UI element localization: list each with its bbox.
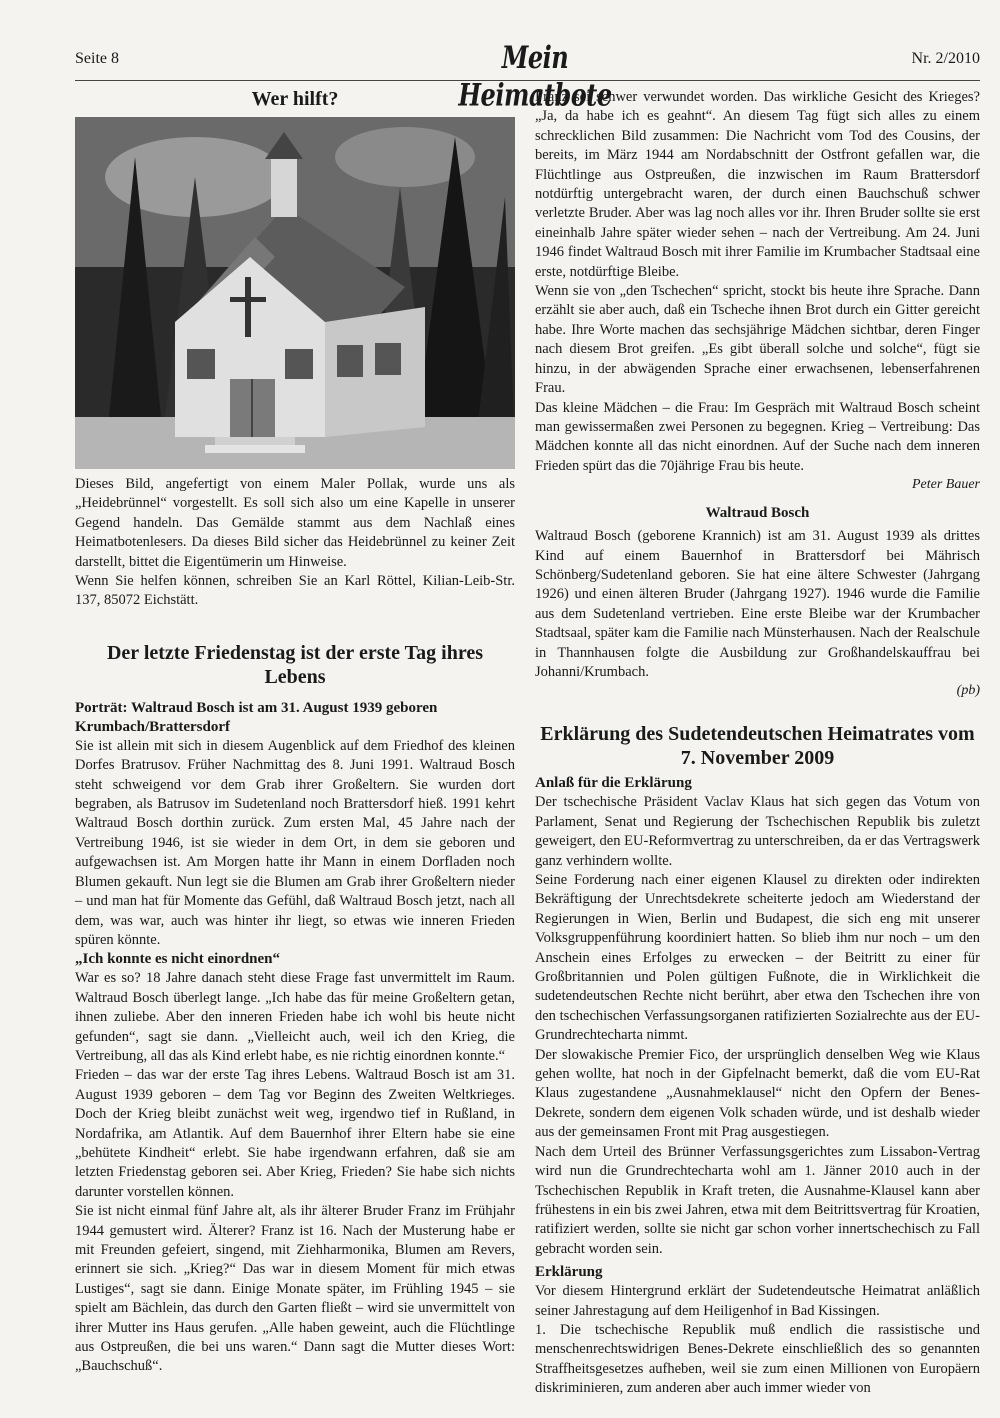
chapel-painting-image — [75, 117, 515, 469]
declaration-paragraph: Nach dem Urteil des Brünner Verfassungsgerichtes zum Lissabon-Vertrag wird nun die Grundrechtecharta wohl am 1. Jänner 2010 auch in der Tschechischen Republik in Kraft treten, die Ausnahme-Klausel kann aber frühestens in ein bis zwei Jahren, etwa mit dem Beitrittsvertrag für Kroatien, ratifiziert werden, sollte sie nicht gar schon vorher innertschechisch zu Fall gebracht worden sein. — [535, 1143, 980, 1257]
declaration-title: Erklärung des Sudetendeutschen Heimatrates vom 7. November 2009 — [540, 723, 975, 770]
article-location: Krumbach/Brattersdorf — [75, 718, 230, 735]
chapel-painting-icon — [75, 117, 515, 469]
section-title-wer-hilft: Wer hilft? — [251, 88, 339, 110]
article-subheading: „Ich konnte es nicht einordnen“ — [75, 951, 281, 968]
bio-text: Waltraud Bosch (geborene Krannich) ist am 31. August 1939 als drittes Kind auf einem Bauernhof in Brattersdorf bei Mährisch Schönberg/Sudetenland geboren. Sie hat eine ältere Schwester (Jahrgang 1926) und einen älteren Bruder (Jahrgang 1927). 1946 wurde die Familie aus dem Sudetenland vertrieben. Eine erste Bleibe war der Krumbacher Stadtsaal, später kam die Familie nach Münsterhausen. Nach der Realschule in Thannhausen folgte die Ausbildung zur Großhandelskauffrau bei Johanni/Krumbach. — [535, 528, 980, 680]
declaration-paragraph: Der slowakische Premier Fico, der ursprünglich denselben Weg wie Klaus gehen wollte, hat noch in der Gipfelnacht bemerkt, daß die vom EU-Rat Klaus zugestandene „Ausnahmeklausel“ nicht den Opfern der Benes-Dekrete, sondern dem eigenen Volk schaden würde, und ist deshalb wieder aus der gemeinsamen Front mit Prag ausgestiegen. — [535, 1046, 980, 1141]
page-number: Seite 8 — [75, 50, 119, 67]
declaration-paragraph: 1. Die tschechische Republik muß endlich die rassistische und menschenrechtswidrigen Benes-Dekrete einschließlich des so genannten Straffheitsgesetzes aufheben, weil sie zum einen Millionen von Europäern diskriminieren, zum anderen aber auch immer wieder von — [535, 1321, 980, 1397]
article-paragraph: Sie ist allein mit sich in diesem Augenblick auf dem Friedhof des kleinen Dorfes Bratrusov. Früher Nachmittag des 8. Juni 1991. Waltraud Bosch steht schweigend vor dem Grab ihrer Großeltern. Sie wurden dort begraben, als Batrusov im Sudetenland noch Brattersdorf hieß. 1991 kehrt Waltraud Bosch dorthin zurück. Zum ersten Mal, 45 Jahre nach der Vertreibung 1946, ist sie wieder in dem Ort, in dem sie geboren und aufgewachsen ist. Am Morgen hatte ihr Mann in einem Dorfladen noch Blumen gekauft. Nun legt sie die Blumen am Grab ihrer Großeltern nieder – und man hat für Momente das Gefühl, daß Waltraud Bosch jetzt, nach all dem, was war, auch was hinter ihr liegt, so etwas wie inneren Frieden spüren könnte. — [75, 737, 515, 948]
masthead-logo: Mein Heimatbote — [458, 38, 612, 114]
declaration-paragraph: Der tschechische Präsident Vaclav Klaus hat sich gegen das Votum von Parlament, Senat und Regierung der Tschechischen Republik bis zuletzt geweigert, den EU-Reformvertrag zu unterschreiben, da er das Vertragswerk ganz verhindern wollte. — [535, 794, 980, 869]
caption-contact: Wenn Sie helfen können, schreiben Sie an Karl Röttel, Kilian-Leib-Str. 137, 85072 Eichstätt. — [75, 573, 515, 609]
article-paragraph: Frieden – das war der erste Tag ihres Lebens. Waltraud Bosch ist am 31. August 1939 geboren – dem Tag vor Beginn des Zweiten Weltkrieges. Doch der Krieg bleibt zunächst weit weg, irgendwo tief in Rußland, in Nordafrika, am Atlantik. Auf dem Bauernhof ihrer Eltern habe sie eine „behütete Kindheit“ erlebt. Sie habe irgendwann erfahren, daß sie am letzten Friedenstag geboren sei. Aber Krieg, Frieden? Sie habe sich nichts darunter vorstellen können. — [75, 1067, 515, 1200]
article-title: Der letzte Friedenstag ist der erste Tag ihres Lebens — [106, 641, 484, 688]
declaration-paragraph: Seine Forderung nach einer eigenen Klausel zu direkten oder indirekten Bekräftigung der Unrechtsdekrete scheiterte jedoch am Wiederstand der Regierungen in Wien, Berlin und Budapest, die sich eng mit unserer Volksgruppenführung koordiniert hatten. So blieb ihm nur noch – um den Anschein eines Erfolges zu erwecken – der Beitritt zu einer für Großbritannien und Polen gültigen Fußnote, die in Wirklichkeit die sudetendeutschen Rechte nicht berührt, aber etwa den Tschechen ihre von den tschechischen Verfassungsorganen ratifizierten Sozialrechte aus der EU-Grundrechtecharta nimmt. — [535, 872, 980, 1044]
article-paragraph: War es so? 18 Jahre danach steht diese Frage fast unvermittelt im Raum. Waltraud Bosch überlegt lange. „Ich habe das für meine Großeltern getan, ihnen zuliebe. Aber den inneren Frieden habe ich wohl bis heute nicht gefunden“, sagt sie dann. „Vielleicht auch, weil ich den Krieg, die Vertreibung, all das als Kind erlebt habe, es nie richtig einordnen konnte.“ — [75, 970, 515, 1064]
declaration-paragraph: Vor diesem Hintergrund erklärt der Sudetendeutsche Heimatrat anläßlich seiner Jahrestagung auf dem Heiligenhof in Bad Kissingen. — [535, 1283, 980, 1319]
article-subtitle: Porträt: Waltraud Bosch ist am 31. August 1939 geboren — [75, 699, 438, 716]
declaration-subheading-erklaerung: Erklärung — [535, 1264, 603, 1281]
bio-signature: (pb) — [956, 683, 980, 699]
article-paragraph: Das kleine Mädchen – die Frau: Im Gespräch mit Waltraud Bosch scheint man gewissermaßen zwei Personen zu begegnen. Krieg – Vertreibung: Das Mädchen konnte all das nicht einordnen. Auf der Suche nach dem inneren Frieden spürt das die 70jährige Frau bis heute. — [535, 399, 980, 474]
caption-paragraph: Dieses Bild, angefertigt von einem Maler Pollak, wurde uns als „Heidebrünnel“ vorgestellt. Es soll sich also um eine Kapelle in unserer Gegend handeln. Das Gemälde stammt aus dem Nachlaß eines Heimatbotenlesers. Da dieses Bild sicher das Heidebrünnel zu keiner Zeit darstellt, bittet die Eigentümerin um Hinweise. — [75, 476, 515, 570]
right-column — [535, 88, 980, 1399]
author-signature: Peter Bauer — [911, 477, 980, 493]
article-paragraph: Franz sei schwer verwundet worden. Das wirkliche Gesicht des Krieges? „Ja, da habe ich es geahnt“. An diesem Tag fügt sich alles zu einem schrecklichen Bild zusammen: Die Nachricht vom Tod des Cousins, der bereits, im März 1944 am Nordabschnitt der Ostfront gefallen war, die Flüchtlinge aus Ostpreußen, die inzwischen im Raum Brattersdorf notdürftig untergebracht waren, der durch einen Bauchschuß schwer verletzte Bruder. Aber was lag noch alles vor ihr. Ihren Bruder sollte sie erst eineinhalb Jahre später wieder sehen – nach der Vertreibung. Am 24. Juni 1946 findet Waltraud Bosch mit ihrer Familie im Krumbacher Stadtsaal eine erste, notdürftige Bleibe. — [535, 89, 980, 280]
left-column — [75, 88, 515, 1377]
article-paragraph: Sie ist nicht einmal fünf Jahre alt, als ihr älterer Bruder Franz im Frühjahr 1944 gemustert wird. Älterer? Franz ist 16. Nach der Musterung habe er mit Freunden gefeiert, singend, mit Ziehharmonika, Blumen am Revers, erinnert sie sich. „Krieg?“ Das war in diesem Moment für mich etwas Lustiges“, sagt sie dann. Einige Monate später, im Frühling 1945 – sie spielt am Bächlein, das durch den Garten fließt – wird sie unvermittelt von ihrer Mutter ins Haus gerufen. „Alle haben geweint, auch die Flüchtlinge aus Ostpreußen, die bei uns waren.“ Dann sagt die Mutter dieses Wort: „Bauchschuß“. — [75, 1203, 515, 1375]
article-paragraph: Wenn sie von „den Tschechen“ spricht, stockt bis heute ihre Sprache. Dann erzählt sie aber auch, daß ein Tscheche ihnen Brot durch ein Gitter gereicht habe. Ihre Worte machen das sechsjährige Mädchen sichtbar, deren Finger nach diesem Brot greifen. „Es gibt überall solche und solche“, fügt sie hinzu, in der abwägenden Sprache einer erwachsenen, lebenserfahrenen Frau. — [535, 283, 980, 397]
declaration-subheading-reason: Anlaß für die Erklärung — [535, 775, 692, 792]
issue-number: Nr. 2/2010 — [911, 50, 980, 67]
bio-title: Waltraud Bosch — [705, 505, 810, 522]
